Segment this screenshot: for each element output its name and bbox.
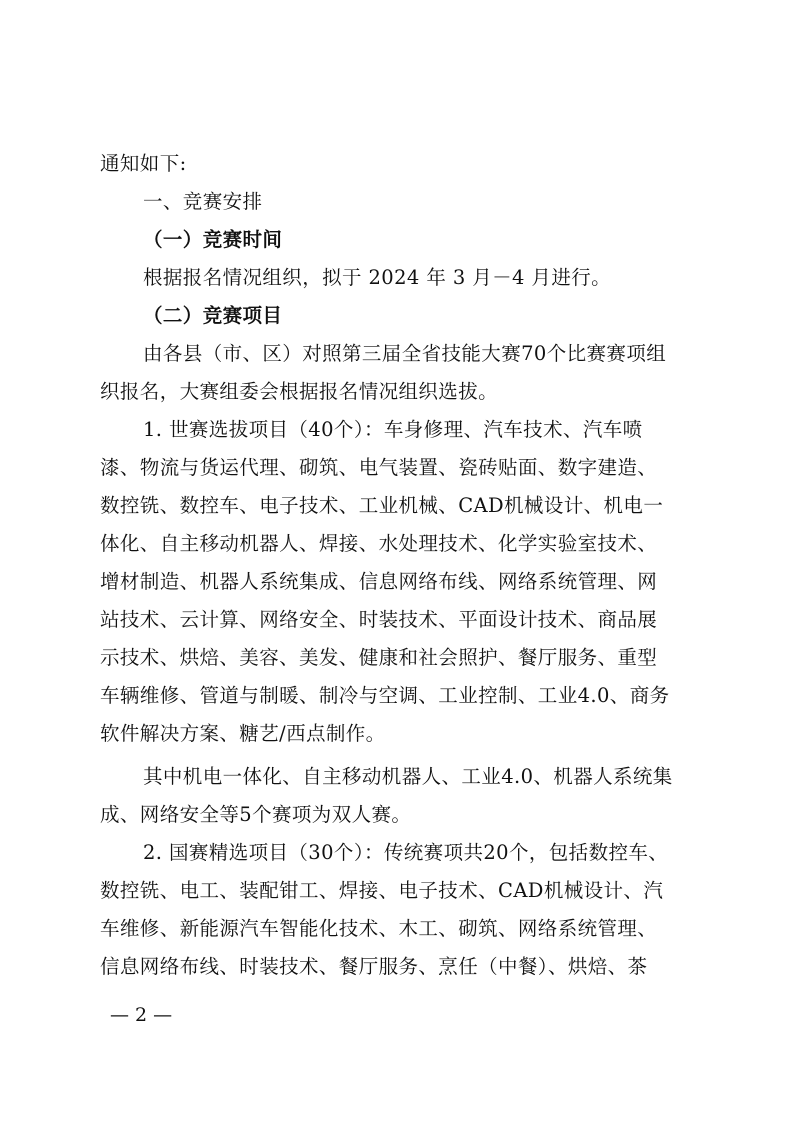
text-line: 漆、物流与货运代理、砌筑、电气装置、瓷砖贴面、数字建造、 — [100, 456, 658, 479]
text-line: 其中机电一体化、自主移动机器人、工业4.0、机器人系统集 — [143, 765, 673, 788]
page-number: — 2 — — [110, 1004, 173, 1026]
text-line: 信息网络布线、时装技术、餐厅服务、烹任（中餐）、烘焙、茶 — [100, 955, 648, 978]
text-line: 数控铣、电工、装配钳工、焊接、电子技术、CAD机械设计、汽 — [100, 879, 664, 902]
text-line: 1. 世赛选拔项目（40个）：车身修理、汽车技术、汽车喷 — [143, 418, 643, 441]
text-line: 示技术、烘焙、美容、美发、健康和社会照护、餐厅服务、重型 — [100, 646, 658, 669]
text-line: 根据报名情况组织，拟于 2024 年 3 月－4 月进行。 — [143, 266, 612, 289]
text-line: 成、网络安全等5个赛项为双人赛。 — [100, 803, 412, 826]
text-line: 2. 国赛精选项目（30个）：传统赛项共20个，包括数控车、 — [143, 841, 669, 864]
subsection-heading: （二）竞赛项目 — [143, 304, 283, 327]
text-line: 站技术、云计算、网络安全、时装技术、平面设计技术、商品展 — [100, 608, 658, 631]
section-heading: 一、竞赛安排 — [143, 190, 263, 213]
subsection-heading: （一）竞赛时间 — [143, 228, 283, 251]
text-line: 通知如下: — [100, 152, 187, 175]
text-line: 体化、自主移动机器人、焊接、水处理技术、化学实验室技术、 — [100, 532, 658, 555]
text-line: 增材制造、机器人系统集成、信息网络布线、网络系统管理、网 — [100, 570, 658, 593]
text-line: 车维修、新能源汽车智能化技术、木工、砌筑、网络系统管理、 — [100, 917, 658, 940]
text-line: 由各县（市、区）对照第三届全省技能大赛70个比赛赛项组 — [143, 342, 667, 365]
text-line: 数控铣、数控车、电子技术、工业机械、CAD机械设计、机电一 — [100, 494, 664, 517]
text-line: 车辆维修、管道与制暖、制冷与空调、工业控制、工业4.0、商务 — [100, 684, 670, 707]
text-line: 织报名，大赛组委会根据报名情况组织选拔。 — [100, 380, 499, 403]
text-line: 软件解决方案、糖艺/西点制作。 — [100, 722, 386, 745]
